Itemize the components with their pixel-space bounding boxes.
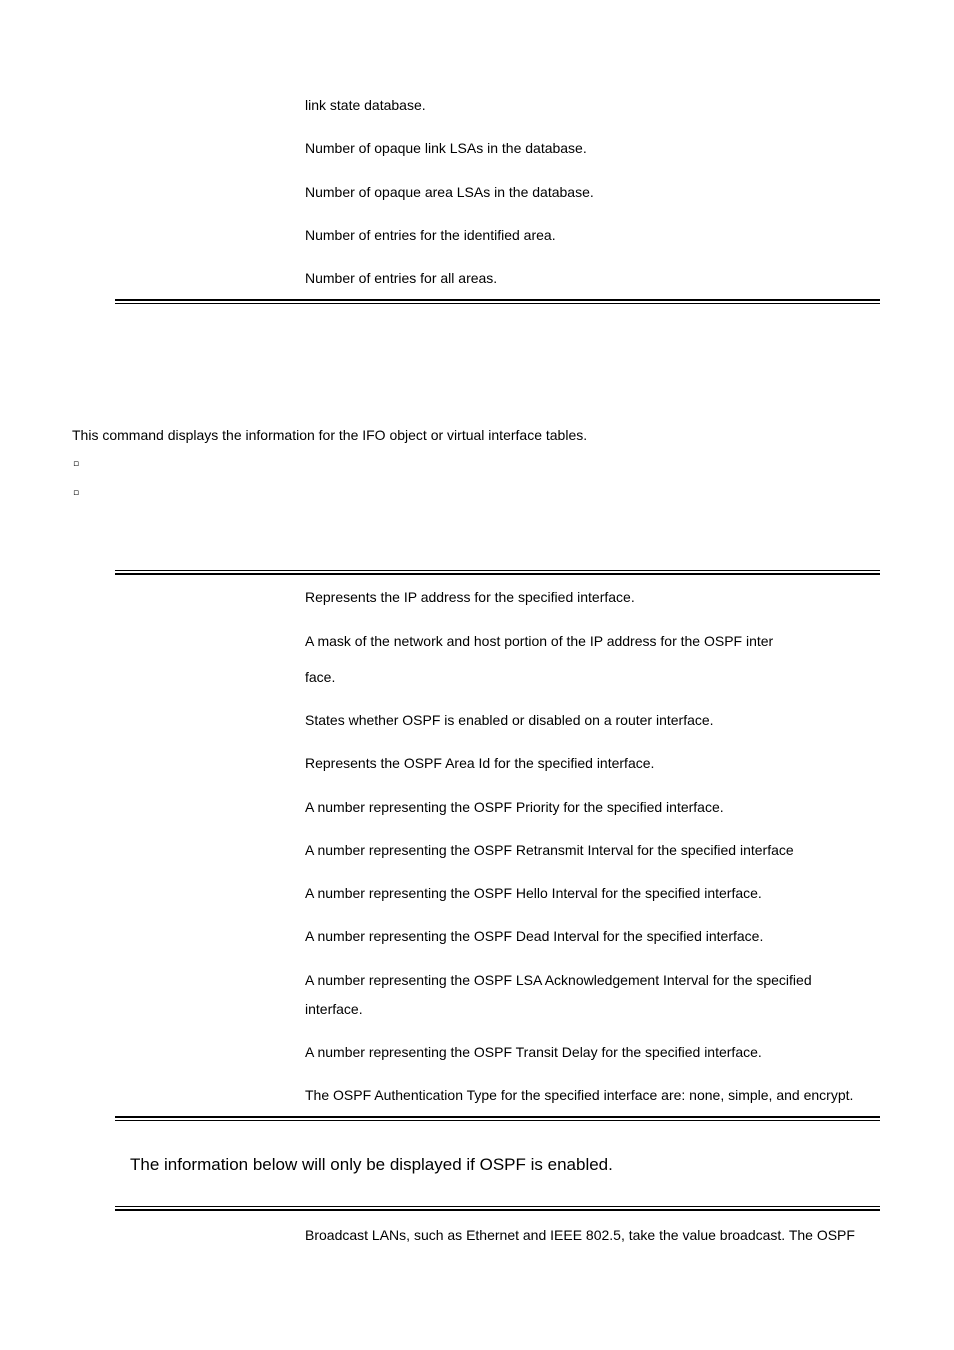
table2-row-8: A number representing the OSPF Dead Interval for the specified interface. xyxy=(305,928,764,944)
table2-row-9-cont: interface. xyxy=(305,1001,363,1017)
bullet-2: ▫ xyxy=(73,488,80,498)
table2-row-4: Represents the OSPF Area Id for the specified interface. xyxy=(305,755,655,771)
table2-row-2: A mask of the network and host portion of the IP address for the OSPF inter xyxy=(305,633,774,649)
table2-row-9: A number representing the OSPF LSA Acknowledgement Interval for the specified xyxy=(305,972,812,988)
table2-bottom-rule xyxy=(115,1116,880,1121)
table1-row-3: Number of opaque area LSAs in the database. xyxy=(305,184,594,200)
table3-row-1: Broadcast LANs, such as Ethernet and IEEE 802.5, take the value broadcast. The OSPF xyxy=(305,1227,855,1243)
ospf-enabled-note: The information below will only be displayed if OSPF is enabled. xyxy=(130,1155,613,1174)
table2-row-2-cont: face. xyxy=(305,669,336,685)
section-intro: This command displays the information for the IFO object or virtual interface tables. xyxy=(72,427,588,443)
table3-top-rule xyxy=(115,1206,880,1211)
table2-row-10: A number representing the OSPF Transit Delay for the specified interface. xyxy=(305,1044,762,1060)
table1-bottom-rule xyxy=(115,299,880,304)
table2-row-3: States whether OSPF is enabled or disabled on a router interface. xyxy=(305,712,714,728)
table2-row-7: A number representing the OSPF Hello Interval for the specified interface. xyxy=(305,885,762,901)
table1-row-2: Number of opaque link LSAs in the database. xyxy=(305,140,587,156)
table2-row-11: The OSPF Authentication Type for the specified interface are: none, simple, and encrypt. xyxy=(305,1087,854,1103)
table2-row-1: Represents the IP address for the specified interface. xyxy=(305,589,635,605)
table1-row-4: Number of entries for the identified area. xyxy=(305,227,556,243)
table1-row-1: link state database. xyxy=(305,97,426,113)
table2-row-5: A number representing the OSPF Priority for the specified interface. xyxy=(305,799,724,815)
table2-top-rule xyxy=(115,570,880,575)
table2-row-6: A number representing the OSPF Retransmit Interval for the specified interface xyxy=(305,842,794,858)
bullet-1: ▫ xyxy=(73,459,80,469)
table1-row-5: Number of entries for all areas. xyxy=(305,270,498,286)
